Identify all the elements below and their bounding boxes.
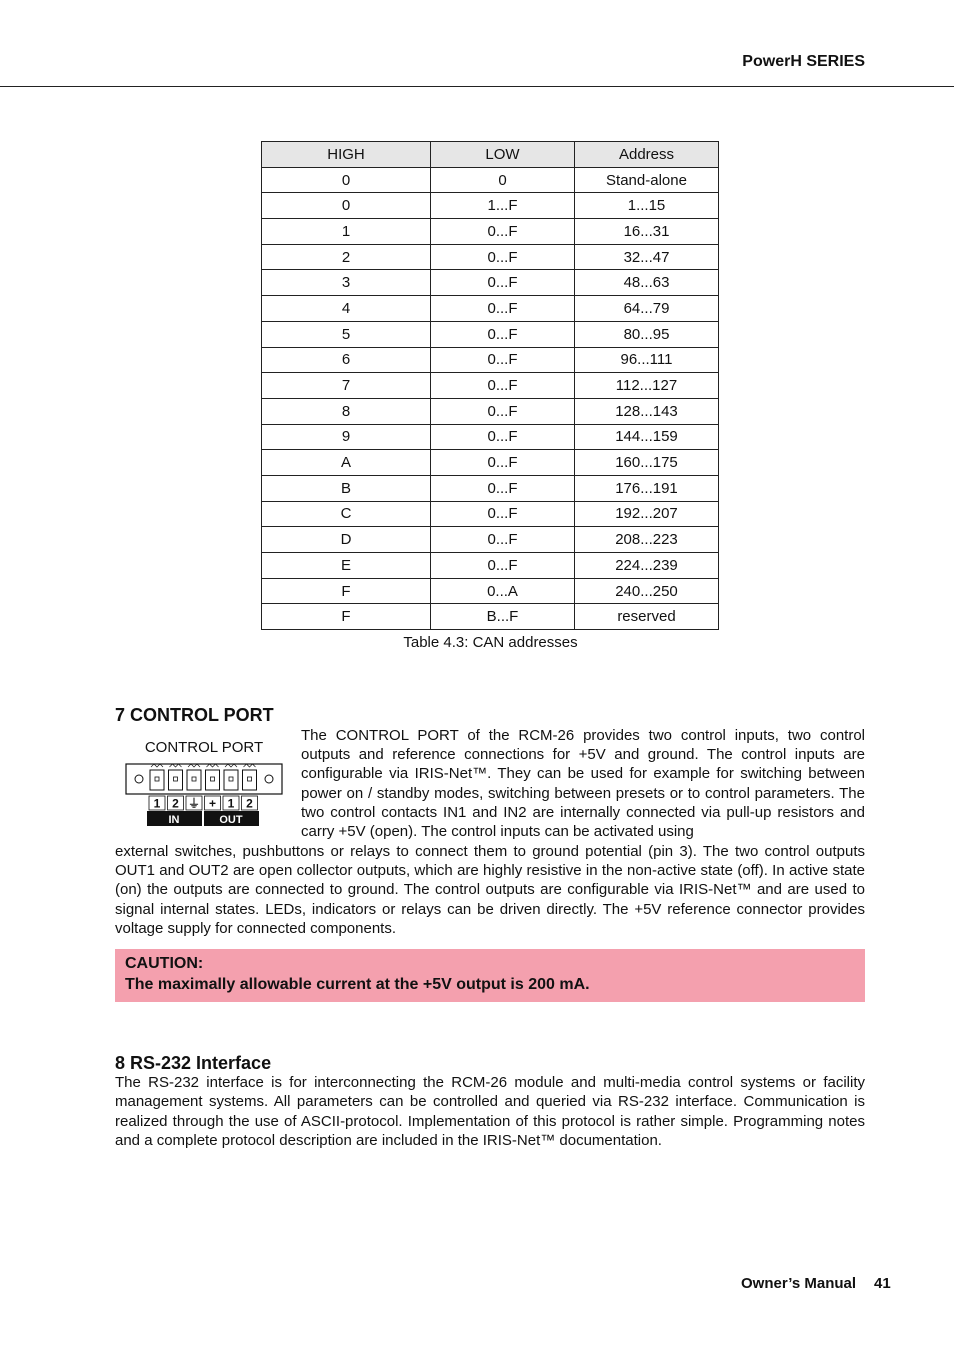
table-row — [262, 578, 719, 604]
section-heading-rs232: 8 RS-232 Interface — [115, 1053, 272, 1073]
table-cell: 0...F — [431, 347, 575, 373]
table-cell: 112...127 — [575, 373, 719, 399]
table-row — [262, 219, 719, 245]
table-cell: 0 — [262, 193, 431, 219]
terminal-slot — [169, 770, 183, 790]
table-cell: 0...F — [431, 424, 575, 450]
table-row — [262, 501, 719, 527]
table-cell: 128...143 — [575, 398, 719, 424]
table-cell: 1...F — [431, 193, 575, 219]
table-cell: 208...223 — [575, 527, 719, 553]
table-row — [262, 193, 719, 219]
table-cell: 48...63 — [575, 270, 719, 296]
table-row — [262, 450, 719, 476]
table-cell: 1...15 — [575, 193, 719, 219]
table-cell: 0...F — [431, 219, 575, 245]
table-cell: 16...31 — [575, 219, 719, 245]
table-cell: E — [262, 553, 431, 579]
table-cell: 160...175 — [575, 450, 719, 476]
table-cell: 0...F — [431, 270, 575, 296]
can-address-table — [261, 141, 719, 630]
table-row — [262, 244, 719, 270]
table-cell: B — [262, 475, 431, 501]
table-cell: 5 — [262, 321, 431, 347]
table-header-row — [262, 142, 719, 168]
column-header: HIGH — [262, 142, 431, 168]
table-row — [262, 398, 719, 424]
table-cell: B...F — [431, 604, 575, 630]
table-row — [262, 527, 719, 553]
table-cell: reserved — [575, 604, 719, 630]
table-cell: 240...250 — [575, 578, 719, 604]
control-port-figure-title: CONTROL PORT — [144, 739, 264, 756]
table-cell: D — [262, 527, 431, 553]
table-cell: 1 — [262, 219, 431, 245]
page-number: 41 — [874, 1275, 891, 1292]
table-cell: F — [262, 604, 431, 630]
in-group-label: IN — [168, 814, 180, 826]
table-cell: 0 — [431, 167, 575, 193]
table-cell: 3 — [262, 270, 431, 296]
table-cell: 0...A — [431, 578, 575, 604]
table-row — [262, 296, 719, 322]
table-cell: 0...F — [431, 296, 575, 322]
terminal-slot — [150, 770, 164, 790]
table-cell: 0...F — [431, 450, 575, 476]
table-row — [262, 475, 719, 501]
table-cell: 144...159 — [575, 424, 719, 450]
pin-label: 1 — [153, 796, 161, 811]
table-row — [262, 347, 719, 373]
column-header: LOW — [431, 142, 575, 168]
table-cell: 64...79 — [575, 296, 719, 322]
column-header: Address — [575, 142, 719, 168]
table-cell: 4 — [262, 296, 431, 322]
table-row — [262, 321, 719, 347]
table-cell: 224...239 — [575, 553, 719, 579]
page-footer — [741, 1275, 891, 1292]
caution-text: The maximally allowable current at the +5V output is 200 mA. — [125, 976, 590, 993]
table-cell: 0...F — [431, 398, 575, 424]
pin-label: 1 — [227, 796, 235, 811]
pin-label: ⏚ — [187, 796, 201, 811]
table-cell: 0...F — [431, 527, 575, 553]
table-cell: 176...191 — [575, 475, 719, 501]
caution-box — [115, 949, 865, 1002]
control-port-diagram — [122, 736, 287, 831]
header-rule — [0, 86, 954, 87]
control-port-text: external switches, pushbuttons or relays to connect them to ground potential (pin 3). The two control outputs OUT1 and OUT2 are open collector outputs, which are highly resistive in the non-active state (off). In active state (on) the outputs are connected to ground. The control outputs are configurable via IRIS-Net™ and are used to signal internal states. LEDs, indicators or relays can be driven directly. The +5V reference connector provides voltage supply for connected components. — [115, 843, 865, 937]
section-heading-control-port: 7 CONTROL PORT — [115, 705, 274, 725]
terminal-slot — [243, 770, 257, 790]
table-cell: 32...47 — [575, 244, 719, 270]
pin-label: + — [208, 796, 217, 811]
table-cell: 8 — [262, 398, 431, 424]
table-cell: 9 — [262, 424, 431, 450]
table-cell: 6 — [262, 347, 431, 373]
table-row — [262, 270, 719, 296]
table-cell: F — [262, 578, 431, 604]
table-cell: 0...F — [431, 321, 575, 347]
table-cell: 0 — [262, 167, 431, 193]
table-cell: 0...F — [431, 244, 575, 270]
table-cell: 7 — [262, 373, 431, 399]
table-row — [262, 553, 719, 579]
footer-label: Owner’s Manual — [741, 1275, 857, 1292]
table-cell: 80...95 — [575, 321, 719, 347]
pin-label: 2 — [246, 796, 253, 811]
table-caption: Table 4.3: CAN addresses — [403, 634, 578, 651]
table-cell: 0...F — [431, 373, 575, 399]
table-row — [262, 373, 719, 399]
pin-label: 2 — [172, 796, 179, 811]
control-port-text-wrapped: The CONTROL PORT of the RCM-26 provides two control inputs, two control outputs and reference connections for +5V and ground. The control inputs are configurable via IRIS-Net™. They can be used for example for switching between power on / standby modes, switching between presets or to control parameters. The two control contacts IN1 and IN2 are internally connected via pull-up resistors and carry +5V (open). The control inputs can be activated using — [301, 727, 865, 841]
terminal-slot — [224, 770, 238, 790]
table-cell: 2 — [262, 244, 431, 270]
table-cell: A — [262, 450, 431, 476]
out-group-label: OUT — [219, 814, 243, 826]
terminal-slot — [206, 770, 220, 790]
connector-body — [126, 764, 282, 794]
table-row — [262, 424, 719, 450]
table-cell: 96...111 — [575, 347, 719, 373]
table-row — [262, 167, 719, 193]
rs232-text: The RS-232 interface is for interconnecting the RCM-26 module and multi-media control systems or facility management systems. All parameters can be controlled and queried via RS-232 interface. Communication is realized through the use of ASCII-protocol. Implementation of this protocol is rather simple. Programming notes and a complete protocol description are included in the IRIS-Net™ documentation. — [115, 1074, 865, 1149]
table-cell: C — [262, 501, 431, 527]
table-cell: Stand-alone — [575, 167, 719, 193]
terminal-slot — [187, 770, 201, 790]
table-cell: 0...F — [431, 501, 575, 527]
table-row — [262, 604, 719, 630]
caution-title: CAUTION: — [125, 955, 204, 972]
table-cell: 192...207 — [575, 501, 719, 527]
table-cell: 0...F — [431, 475, 575, 501]
series-title: PowerH SERIES — [742, 53, 865, 70]
table-cell: 0...F — [431, 553, 575, 579]
